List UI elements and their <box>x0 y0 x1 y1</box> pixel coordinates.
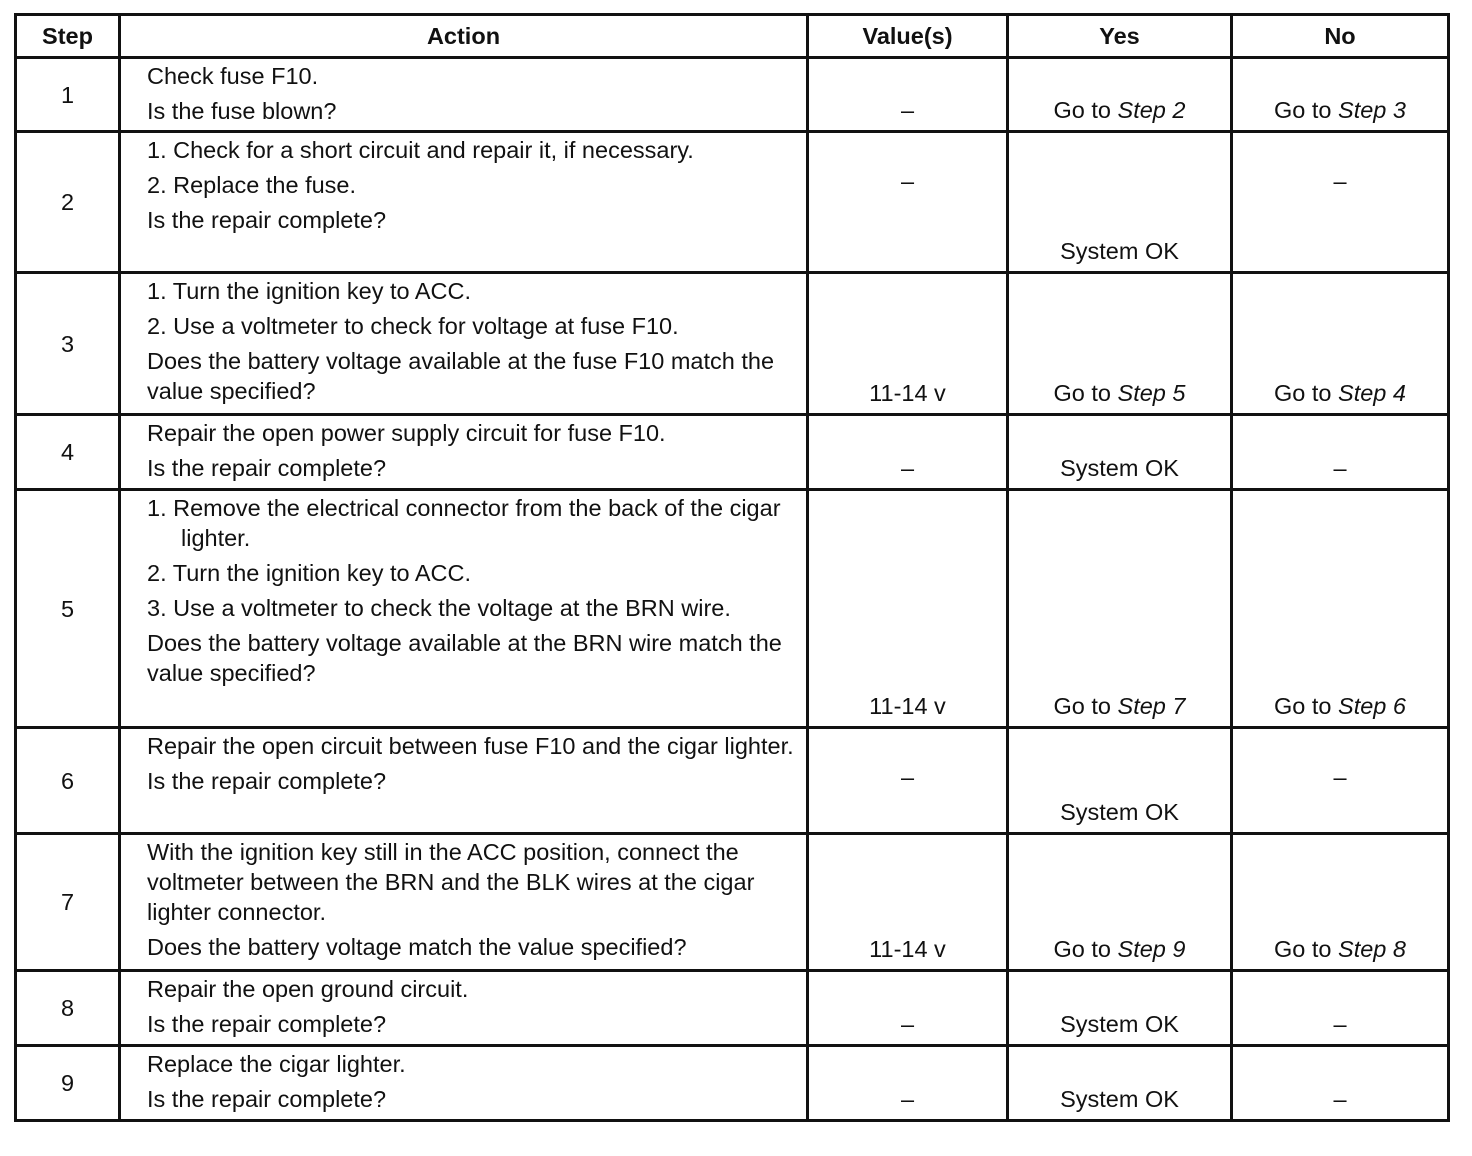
table-row <box>16 1046 1449 1121</box>
header-values: Value(s) <box>808 15 1008 58</box>
step-number: 3 <box>16 273 120 415</box>
result-text: – <box>1333 1011 1347 1037</box>
value-text: 11-14 v <box>869 380 946 406</box>
table-row <box>16 834 1449 971</box>
yes-cell <box>1008 1046 1232 1121</box>
action-item-text: Replace the fuse. <box>173 172 357 198</box>
action-step-item <box>147 593 796 623</box>
goto-step-link <box>1009 378 1230 408</box>
no-cell <box>1232 490 1449 728</box>
action-item-text: Use a voltmeter to check for voltage at fuse F10. <box>173 313 679 339</box>
table-row <box>16 971 1449 1046</box>
action-text: Does the battery voltage match the value specified? <box>147 934 687 960</box>
no-cell <box>1232 971 1449 1046</box>
result-text: System OK <box>1060 1086 1179 1112</box>
header-no: No <box>1232 15 1449 58</box>
step-number: 6 <box>16 728 120 834</box>
header-step: Step <box>16 15 120 58</box>
no-cell <box>1232 415 1449 490</box>
step-number: 9 <box>16 1046 120 1121</box>
action-text: Is the fuse blown? <box>147 98 337 124</box>
table-row <box>16 132 1449 273</box>
action-text: Repair the open ground circuit. <box>147 976 469 1002</box>
action-text: Check fuse F10. <box>147 63 319 89</box>
value-text: – <box>900 764 915 790</box>
value-cell <box>808 971 1008 1046</box>
action-text: Replace the cigar lighter. <box>147 1051 406 1077</box>
value-cell <box>808 273 1008 415</box>
goto-prefix: Go to <box>1274 97 1339 123</box>
value-text: 11-14 v <box>869 693 946 719</box>
action-item-number: 1. <box>147 495 167 521</box>
action-item-text: Remove the electrical connector from the back of the cigar lighter. <box>173 495 781 551</box>
action-item-text: Check for a short circuit and repair it, if necessary. <box>173 137 694 163</box>
action-item-text: Use a voltmeter to check the voltage at the BRN wire. <box>173 595 731 621</box>
table-row <box>16 273 1449 415</box>
goto-prefix: Go to <box>1053 693 1118 719</box>
action-item-number: 1. <box>147 137 167 163</box>
action-cell <box>120 273 808 415</box>
action-step-item <box>147 311 796 341</box>
table-body <box>16 58 1449 1121</box>
goto-prefix: Go to <box>1053 936 1118 962</box>
action-text: Is the repair complete? <box>147 768 387 794</box>
step-reference: Step 8 <box>1338 936 1406 962</box>
action-step-item <box>147 558 796 588</box>
step-number: 2 <box>16 132 120 273</box>
action-cell <box>120 490 808 728</box>
result-text: – <box>1333 1086 1347 1112</box>
yes-cell <box>1008 728 1232 834</box>
action-step-item <box>147 276 796 306</box>
result-text: – <box>1333 168 1347 194</box>
header-action: Action <box>120 15 808 58</box>
value-text: – <box>900 97 915 123</box>
table-row <box>16 415 1449 490</box>
step-reference: Step 2 <box>1117 97 1186 123</box>
action-text: Is the repair complete? <box>147 455 387 481</box>
action-cell <box>120 728 808 834</box>
action-item-number: 2. <box>147 560 167 586</box>
result-text: System OK <box>1060 238 1179 264</box>
yes-cell <box>1008 58 1232 132</box>
action-cell <box>120 58 808 132</box>
value-cell <box>808 415 1008 490</box>
no-cell <box>1232 1046 1449 1121</box>
action-step-item <box>147 170 796 200</box>
yes-cell <box>1008 834 1232 971</box>
action-text: Repair the open circuit between fuse F10 and the cigar lighter. <box>147 733 794 759</box>
action-text: Is the repair complete? <box>147 1086 387 1112</box>
result-text: – <box>1333 455 1347 481</box>
step-number: 5 <box>16 490 120 728</box>
goto-prefix: Go to <box>1274 380 1339 406</box>
goto-step-link <box>1009 95 1230 125</box>
header-yes: Yes <box>1008 15 1232 58</box>
value-cell <box>808 132 1008 273</box>
action-item-number: 2. <box>147 172 167 198</box>
step-reference: Step 9 <box>1117 936 1186 962</box>
result-text: System OK <box>1060 799 1179 825</box>
no-cell <box>1232 273 1449 415</box>
step-reference: Step 3 <box>1338 97 1406 123</box>
goto-step-link <box>1009 691 1230 721</box>
no-cell <box>1232 132 1449 273</box>
action-cell <box>120 415 808 490</box>
action-item-text: Turn the ignition key to ACC. <box>172 278 471 304</box>
value-text: – <box>900 168 915 194</box>
action-item-number: 1. <box>147 278 167 304</box>
table-row <box>16 58 1449 132</box>
table-row <box>16 490 1449 728</box>
step-reference: Step 4 <box>1338 380 1406 406</box>
goto-step-link <box>1233 378 1447 408</box>
header-row <box>16 15 1449 58</box>
action-cell <box>120 132 808 273</box>
action-cell <box>120 971 808 1046</box>
goto-prefix: Go to <box>1053 380 1118 406</box>
action-step-item <box>147 135 796 165</box>
step-reference: Step 6 <box>1338 693 1406 719</box>
no-cell <box>1232 834 1449 971</box>
action-cell <box>120 1046 808 1121</box>
value-text: – <box>900 455 915 481</box>
step-reference: Step 5 <box>1117 380 1186 406</box>
yes-cell <box>1008 490 1232 728</box>
yes-cell <box>1008 971 1232 1046</box>
diagnostic-table <box>14 13 1450 1122</box>
goto-step-link <box>1233 934 1447 964</box>
yes-cell <box>1008 132 1232 273</box>
action-text: Does the battery voltage available at the fuse F10 match the value specified? <box>147 348 775 404</box>
value-text: – <box>900 1086 915 1112</box>
table-row <box>16 728 1449 834</box>
value-cell <box>808 834 1008 971</box>
goto-prefix: Go to <box>1274 936 1339 962</box>
step-reference: Step 7 <box>1117 693 1186 719</box>
no-cell <box>1232 58 1449 132</box>
step-number: 7 <box>16 834 120 971</box>
result-text: System OK <box>1060 1011 1179 1037</box>
value-text: 11-14 v <box>869 936 946 962</box>
action-item-number: 3. <box>147 595 167 621</box>
yes-cell <box>1008 273 1232 415</box>
result-text: System OK <box>1060 455 1179 481</box>
goto-prefix: Go to <box>1053 97 1118 123</box>
action-step-item <box>147 493 796 553</box>
step-number: 4 <box>16 415 120 490</box>
action-text: Repair the open power supply circuit for fuse F10. <box>147 420 666 446</box>
goto-step-link <box>1009 934 1230 964</box>
action-text: Is the repair complete? <box>147 1011 387 1037</box>
value-cell <box>808 490 1008 728</box>
value-cell <box>808 728 1008 834</box>
step-number: 1 <box>16 58 120 132</box>
value-text: – <box>900 1011 915 1037</box>
value-cell <box>808 58 1008 132</box>
yes-cell <box>1008 415 1232 490</box>
action-item-text: Turn the ignition key to ACC. <box>172 560 471 586</box>
step-number: 8 <box>16 971 120 1046</box>
no-cell <box>1232 728 1449 834</box>
goto-prefix: Go to <box>1274 693 1339 719</box>
goto-step-link <box>1233 95 1447 125</box>
goto-step-link <box>1233 691 1447 721</box>
action-item-number: 2. <box>147 313 167 339</box>
value-cell <box>808 1046 1008 1121</box>
action-text: Is the repair complete? <box>147 207 387 233</box>
action-cell <box>120 834 808 971</box>
result-text: – <box>1333 764 1347 790</box>
action-text: Does the battery voltage available at the BRN wire match the value specified? <box>147 630 782 686</box>
action-text: With the ignition key still in the ACC position, connect the voltmeter between the BRN and the BLK wires at the cigar lighter connector. <box>147 839 755 925</box>
